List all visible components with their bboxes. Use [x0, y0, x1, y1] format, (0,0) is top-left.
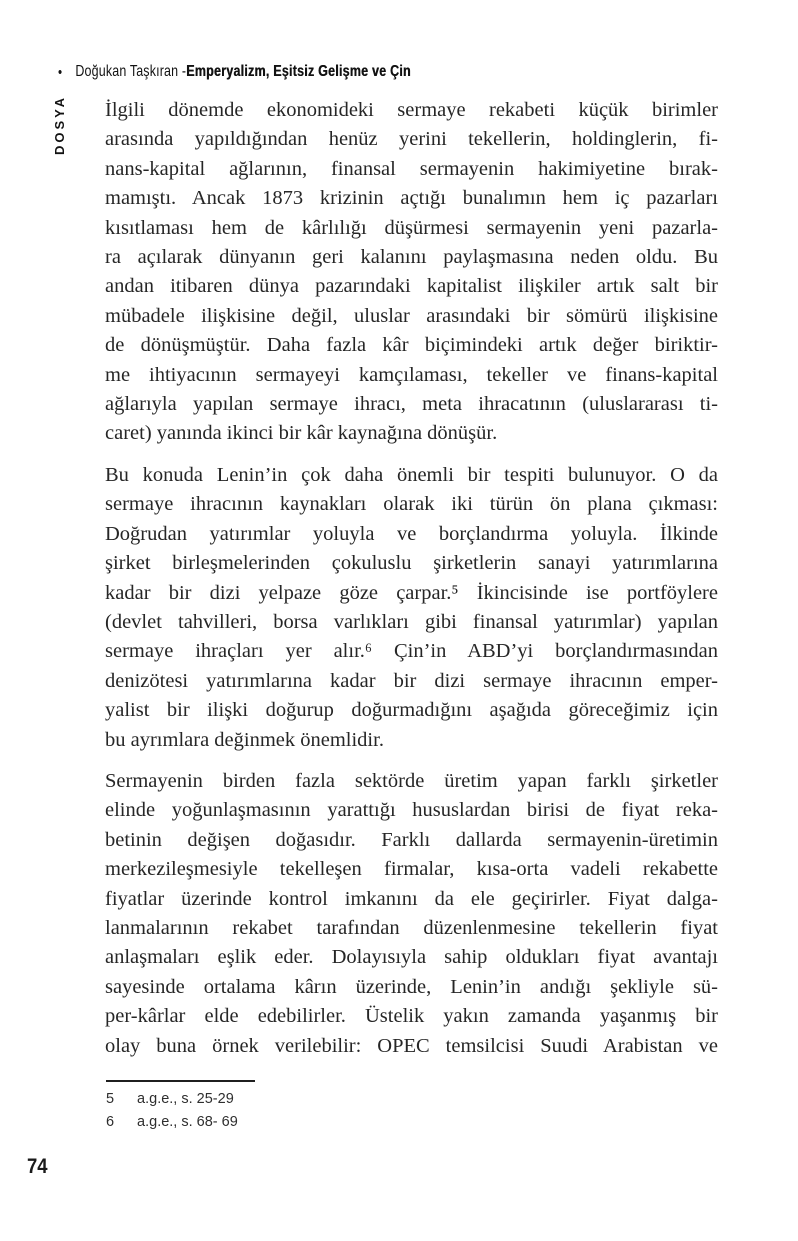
text-line: per-kârlar elde edebilirler. Üstelik yakın zamanda yaşanmış bir — [105, 1005, 718, 1028]
text-line: şirket birleşmelerinden çokuluslu şirketlerin sanayi yatırımlarına — [105, 552, 718, 575]
text-line: ra açılarak dünyanın geri kalanını paylaşmasına neden oldu. Bu — [105, 246, 718, 269]
section-label-vertical: DOSYA — [52, 94, 67, 155]
text-line: anlaşmaları eşlik eder. Dolayısıyla sahip oldukları fiyat avantajı — [105, 946, 718, 969]
text-line-footnote-ref-5: kadar bir dizi yelpaze göze çarpar.⁵ İkincisinde ise portföylere — [105, 581, 718, 604]
text-line: mübadele ilişkisine değil, uluslar arasındaki bir sömürü ilişkisine — [105, 304, 718, 327]
text-line: arasında yapıldığından henüz yerini tekellerin, holdinglerin, fi- — [105, 128, 718, 151]
paragraph-3 — [105, 767, 718, 1061]
text-line: lanmalarının rekabet tarafından düzenlenmesine tekellerin fiyat — [105, 916, 718, 939]
text-line: merkezileşmesiyle tekelleşen firmalar, kısa-orta vadeli rekabette — [105, 858, 718, 881]
text-line: andan itibaren dünya pazarındaki kapitalist ilişkiler artık salt bir — [105, 275, 718, 298]
header-book-title: Emperyalizm, Eşitsiz Gelişme ve Çin — [186, 63, 411, 80]
text-line: İlgili dönemde ekonomideki sermaye rekabeti küçük birimler — [105, 99, 718, 121]
text-line: mamıştı. Ancak 1873 krizinin açtığı bunalımın hem iç pazarları — [105, 187, 718, 210]
footnote-number: 6 — [106, 1113, 115, 1130]
text-line: elinde yoğunlaşmasının yarattığı hususlardan birisi de fiyat reka- — [105, 799, 718, 822]
paragraph-2 — [105, 461, 718, 755]
footnote-6 — [106, 1111, 255, 1134]
text-line: me ihtiyacının sermayeyi kamçılaması, tekeller ve finans-kapital — [105, 363, 718, 386]
text-line: sayesinde ortalama kârın üzerinde, Lenin’in andığı şekliyle sü- — [105, 975, 718, 998]
page-number: 74 — [27, 1155, 48, 1178]
text-line: (devlet tahvilleri, borsa varlıkları gibi finansal yatırımlar) yapılan — [105, 610, 718, 633]
footnote-number: 5 — [106, 1091, 115, 1107]
footnote-text: a.g.e., s. 68- 69 — [137, 1113, 238, 1130]
text-line: Sermayenin birden fazla sektörde üretim yapan farklı şirketler — [105, 769, 718, 792]
paragraph-1 — [105, 96, 718, 449]
text-line: Bu konuda Lenin’in çok daha önemli bir tespiti bulunuyor. O da — [105, 463, 718, 486]
text-line: Doğrudan yatırımlar yoluyla ve borçlandırma yoluyla. İlkinde — [105, 522, 718, 545]
text-line: bu ayrımlara değinmek önemlidir. — [105, 728, 384, 751]
footnote-5 — [106, 1088, 255, 1111]
footnote-divider — [106, 1080, 255, 1082]
header-author: Doğukan Taşkıran - — [75, 63, 187, 80]
body-text — [105, 96, 718, 1073]
text-line: sermaye ihracının kaynakları olarak iki türün ön plana çıkması: — [105, 493, 718, 516]
text-line: fiyatlar üzerinde kontrol imkanını da ele geçirirler. Fiyat dalga- — [105, 887, 718, 910]
text-line: kısıtlaması hem de kârlılığı düşürmesi sermayenin yeni pazarla- — [105, 216, 718, 239]
text-line: caret) yanında ikinci bir kâr kaynağına dönüşür. — [105, 422, 498, 445]
footnotes-section — [106, 1080, 255, 1133]
text-line: nans-kapital ağlarının, finansal sermayenin hakimiyetine bırak- — [105, 157, 718, 180]
running-header — [58, 63, 411, 81]
text-line: yalist bir ilişki doğurup doğurmadığını aşağıda göreceğimiz için — [105, 699, 718, 722]
text-line-footnote-ref-6: sermaye ihraçları yer alır.⁶ Çin’in ABD’yi borçlandırmasından — [105, 640, 718, 663]
text-line: olay buna örnek verilebilir: OPEC temsilcisi Suudi Arabistan ve — [105, 1034, 718, 1057]
bullet-icon: • — [58, 63, 63, 81]
text-line: de dönüşmüştür. Daha fazla kâr biçimindeki artık değer biriktir- — [105, 334, 718, 357]
footnote-text: a.g.e., s. 25-29 — [137, 1091, 234, 1107]
text-line: denizötesi yatırımlarına kadar bir dizi sermaye ihracının emper- — [105, 669, 718, 692]
text-line: ağlarıyla yapılan sermaye ihracı, meta ihracatının (uluslararası ti- — [105, 393, 718, 416]
text-line: betinin değişen doğasıdır. Farklı dallarda sermayenin-üretimin — [105, 828, 718, 851]
